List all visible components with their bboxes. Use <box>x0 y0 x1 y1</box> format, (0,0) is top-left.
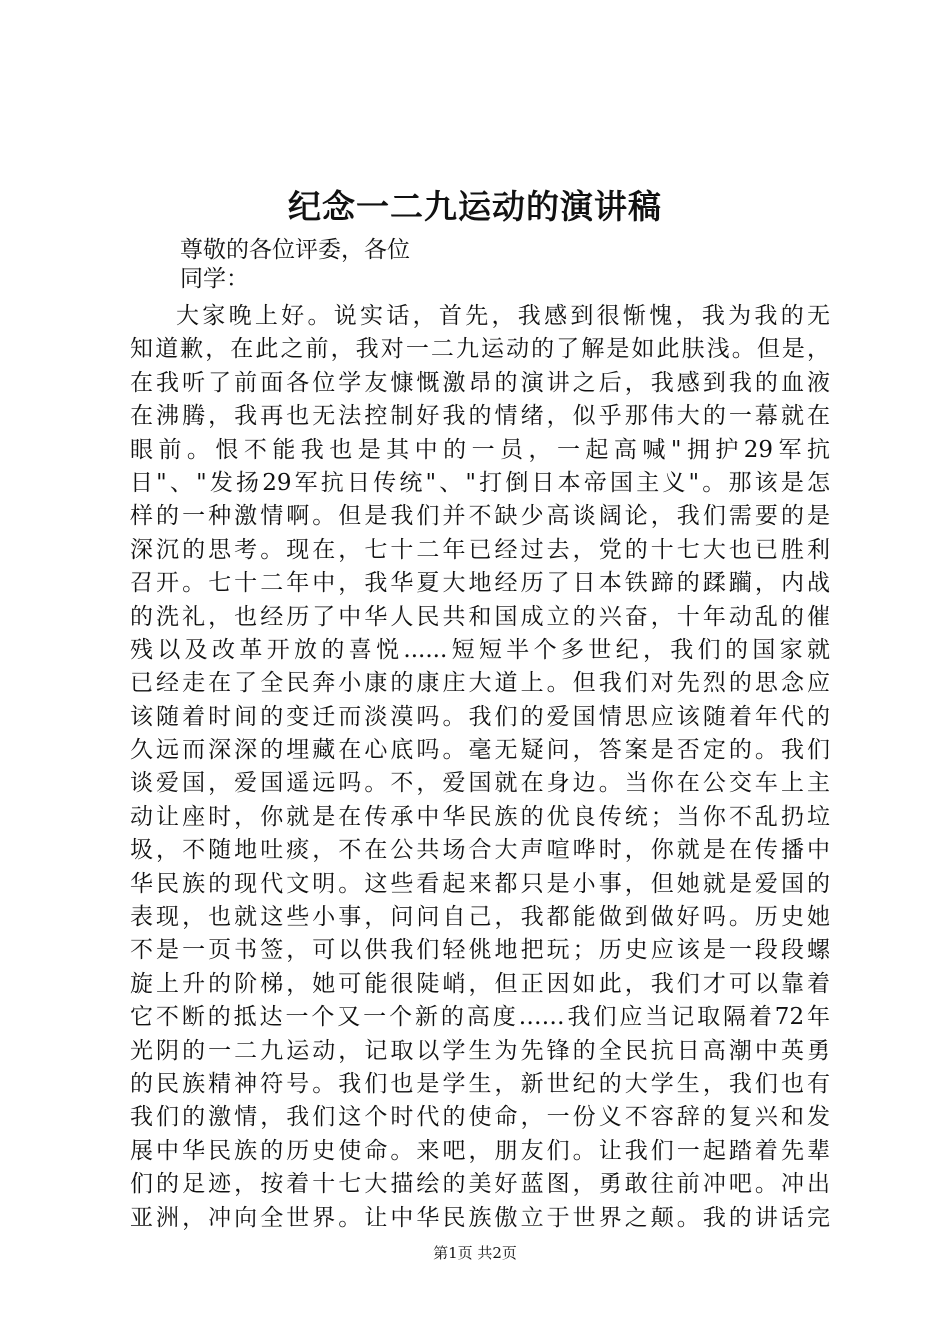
body-line: 样的一种激情啊。但是我们并不缺少高谈阔论，我们需要的是 <box>130 503 830 530</box>
page-footer: 第1页 共2页 <box>433 1244 517 1262</box>
speech-body <box>130 300 830 1235</box>
body-line: 它不断的抵达一个又一个新的高度……我们应当记取隔着72年 <box>130 1004 830 1031</box>
body-line: 不是一页书签，可以供我们轻佻地把玩；历史应该是一段段螺 <box>130 937 830 964</box>
body-line: 我们的激情，我们这个时代的使命，一份义不容辞的复兴和发 <box>130 1104 830 1131</box>
body-line: 在我听了前面各位学友慷慨激昂的演讲之后，我感到我的血液 <box>130 369 830 396</box>
body-line: 日"、"发扬29军抗日传统"、"打倒日本帝国主义"。那该是怎 <box>130 469 830 496</box>
body-line: 亚洲，冲向全世界。让中华民族傲立于世界之颠。我的讲话完 <box>130 1204 830 1231</box>
body-line: 的洗礼，也经历了中华人民共和国成立的兴奋，十年动乱的催 <box>130 603 830 630</box>
salutation-line: 尊敬的各位评委，各位 <box>180 237 410 263</box>
body-line: 圾，不随地吐痰，不在公共场合大声喧哗时，你就是在传播中 <box>130 837 830 864</box>
salutation-line: 同学： <box>180 266 249 292</box>
body-line: 华民族的现代文明。这些看起来都只是小事，但她就是爱国的 <box>130 870 830 897</box>
body-line: 该随着时间的变迁而淡漠吗。我们的爱国情思应该随着年代的 <box>130 703 830 730</box>
body-line: 久远而深深的埋藏在心底吗。毫无疑问，答案是否定的。我们 <box>130 737 830 764</box>
body-line: 深沉的思考。现在，七十二年已经过去，党的十七大也已胜利 <box>130 536 830 563</box>
body-line: 召开。七十二年中，我华夏大地经历了日本铁蹄的蹂躏，内战 <box>130 570 830 597</box>
document-title: 纪念一二九运动的演讲稿 <box>288 187 662 226</box>
body-line: 的民族精神符号。我们也是学生，新世纪的大学生，我们也有 <box>130 1070 830 1097</box>
body-line: 光阴的一二九运动，记取以学生为先锋的全民抗日高潮中英勇 <box>130 1037 830 1064</box>
body-line: 已经走在了全民奔小康的康庄大道上。但我们对先烈的思念应 <box>130 670 830 697</box>
body-line: 展中华民族的历史使命。来吧，朋友们。让我们一起踏着先辈 <box>130 1137 830 1164</box>
body-line: 谈爱国，爱国遥远吗。不，爱国就在身边。当你在公交车上主 <box>130 770 830 797</box>
salutation <box>180 236 410 294</box>
body-line: 残以及改革开放的喜悦......短短半个多世纪，我们的国家就 <box>130 636 830 663</box>
body-line: 表现，也就这些小事，问问自己，我都能做到做好吗。历史她 <box>130 904 830 931</box>
body-line: 旋上升的阶梯，她可能很陡峭，但正因如此，我们才可以靠着 <box>130 970 830 997</box>
body-line: 大家晚上好。说实话，首先，我感到很惭愧，我为我的无 <box>176 303 830 329</box>
body-line: 知道歉，在此之前，我对一二九运动的了解是如此肤浅。但是， <box>130 336 830 363</box>
body-line: 在沸腾，我再也无法控制好我的情绪，似乎那伟大的一幕就在 <box>130 403 830 430</box>
body-line: 动让座时，你就是在传承中华民族的优良传统；当你不乱扔垃 <box>130 803 830 830</box>
body-line: 眼前。恨不能我也是其中的一员，一起高喊"拥护29军抗 <box>130 436 830 463</box>
body-line: 们的足迹，按着十七大描绘的美好蓝图，勇敢往前冲吧。冲出 <box>130 1171 830 1198</box>
